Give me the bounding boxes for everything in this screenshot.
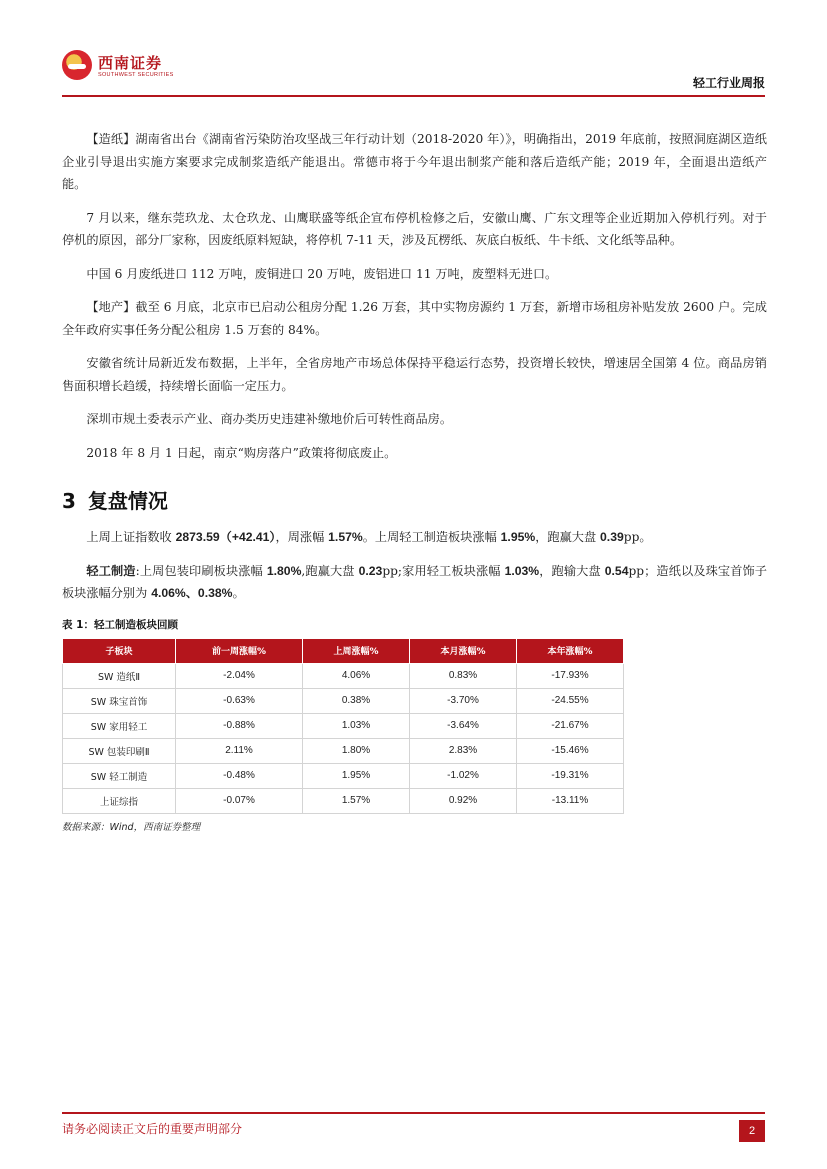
column-header: 本年涨幅% [517,638,624,663]
paragraph-sub-sector-review [62,560,767,605]
table-cell: -0.07% [176,788,303,813]
table-cell: 1.95% [303,763,410,788]
table-cell: 0.92% [410,788,517,813]
text-segment: pp；造纸以及珠宝首饰子板块涨幅分别为 [62,563,767,600]
table-row [63,663,624,688]
text-segment: pp。 [623,530,652,544]
table-cell: -15.46% [517,738,624,763]
index-change-value: 1.57% [328,530,363,544]
text-segment: ,跑赢大盘 [301,563,359,578]
household-underperform-value: 0.54 [604,563,629,578]
index-value: 2873.59（+42.41） [175,530,276,544]
header-divider [62,95,765,97]
paper-jewelry-change-values: 4.06%、0.38% [151,586,233,600]
text-segment: pp;家用轻工板块涨幅 [382,563,505,578]
table-row [63,763,624,788]
table-cell: 2.83% [410,738,517,763]
column-header: 前一周涨幅% [176,638,303,663]
logo-chinese-name: 西南证券 [98,54,163,72]
table-cell: SW 轻工制造 [63,763,176,788]
paragraph-realestate-nanjing: 2018 年 8 月 1 日起，南京“购房落户”政策将彻底废止。 [86,445,397,460]
text-segment: 。 [232,586,245,600]
table-cell: SW 家用轻工 [63,713,176,738]
lead-label: 轻工制造 [86,563,136,578]
company-logo [62,50,212,86]
column-header: 本月涨幅% [410,638,517,663]
table-cell: SW 包装印刷Ⅱ [63,738,176,763]
footer-divider [62,1112,765,1114]
column-header: 子板块 [63,638,176,663]
paragraph-realestate-anhui: 安徽省统计局新近发布数据，上半年，全省房地产市场总体保持平稳运行态势，投资增长较快，增速居全国第 4 位。商品房销售面积增长趋缓，持续增长面临一定压力。 [62,356,767,393]
table-cell: -0.48% [176,763,303,788]
section-title-text: 复盘情况 [87,489,168,513]
text-segment: 。上周轻工制造板块涨幅 [362,530,501,544]
paragraph-paper-policy: 【造纸】湖南省出台《湖南省污染防治攻坚战三年行动计划（2018-2020 年）》，明确指出，2019 年底前，按照洞庭湖区造纸企业引导退出实施方案要求完成制浆造纸产能退出。常德市将于今年退出制浆产能和落后造纸产能；2019 年，全面退出造纸产能。 [62,132,767,191]
table-cell: 1.57% [303,788,410,813]
section-number: 3 [62,489,76,513]
table-cell: -24.55% [517,688,624,713]
table-cell: -0.63% [176,688,303,713]
paragraph-realestate-shenzhen: 深圳市规土委表示产业、商办类历史违建补缴地价后可转性商品房。 [86,412,453,426]
table-cell: SW 珠宝首饰 [63,688,176,713]
table-cell: 1.03% [303,713,410,738]
table-cell: -3.70% [410,688,517,713]
logo-mark-icon [62,50,92,80]
column-header: 上周涨幅% [303,638,410,663]
table-cell: 0.38% [303,688,410,713]
report-title: 轻工行业周报 [692,76,765,90]
page-header [0,0,827,100]
paragraph-realestate-beijing: 【地产】截至 6 月底，北京市已启动公租房分配 1.26 万套，其中实物房源约 1 万套，新增市场租房补贴发放 2600 户。完成全年政府实事任务分配公租房 1.5 万套的 84%。 [62,300,767,337]
section-heading [62,485,767,514]
table-cell: -3.64% [410,713,517,738]
table-cell: -13.11% [517,788,624,813]
table-cell: -17.93% [517,663,624,688]
table-cell: -0.88% [176,713,303,738]
table-cell: 1.80% [303,738,410,763]
page-number: 2 [739,1120,765,1142]
outperform-value: 0.39 [600,530,624,544]
table-source-note: 数据来源：Wind，西南证券整理 [62,821,201,833]
paragraph-paper-shutdown: 7 月以来，继东莞玖龙、太仓玖龙、山鹰联盛等纸企宣布停机检修之后，安徽山鹰、广东文理等企业近期加入停机行列。对于停机的原因，部分厂家称，因废纸原料短缺，将停机 7-11 天，涉及瓦楞纸、灰底白板纸、牛卡纸、文化纸等品种。 [62,210,767,247]
table-cell: -19.31% [517,763,624,788]
packaging-change-value: 1.80% [266,563,302,578]
footer-disclaimer: 请务必阅读正文后的重要声明部分 [62,1122,243,1136]
table-cell: -21.67% [517,713,624,738]
text-segment: ，跑赢大盘 [535,530,601,544]
logo-english-name: SOUTHWEST SECURITIES [98,72,174,78]
table-row [63,788,624,813]
text-segment: 上周上证指数收 [86,530,176,544]
household-change-value: 1.03% [504,563,540,578]
table-header-row [63,638,624,663]
table-row [63,713,624,738]
paragraph-waste-import: 中国 6 月废纸进口 112 万吨，废铜进口 20 万吨，废铝进口 11 万吨，废塑料无进口。 [86,266,558,281]
table-caption: 表 1：轻工制造板块回顾 [62,618,178,631]
text-segment: :上周包装印刷板块涨幅 [135,563,267,578]
sector-change-value: 1.95% [500,530,536,544]
sector-review-table [62,638,624,814]
table-cell: 2.11% [176,738,303,763]
text-segment: ，周涨幅 [275,530,329,544]
table-cell: 上证综指 [63,788,176,813]
table-cell: 0.83% [410,663,517,688]
table-cell: -2.04% [176,663,303,688]
main-content [62,128,767,833]
table-cell: SW 造纸Ⅱ [63,663,176,688]
packaging-outperform-value: 0.23 [358,563,383,578]
text-segment: ，跑输大盘 [539,563,605,578]
table-cell: 4.06% [303,663,410,688]
table-row [63,738,624,763]
table-cell: -1.02% [410,763,517,788]
paragraph-market-review [62,526,767,549]
table-row [63,688,624,713]
